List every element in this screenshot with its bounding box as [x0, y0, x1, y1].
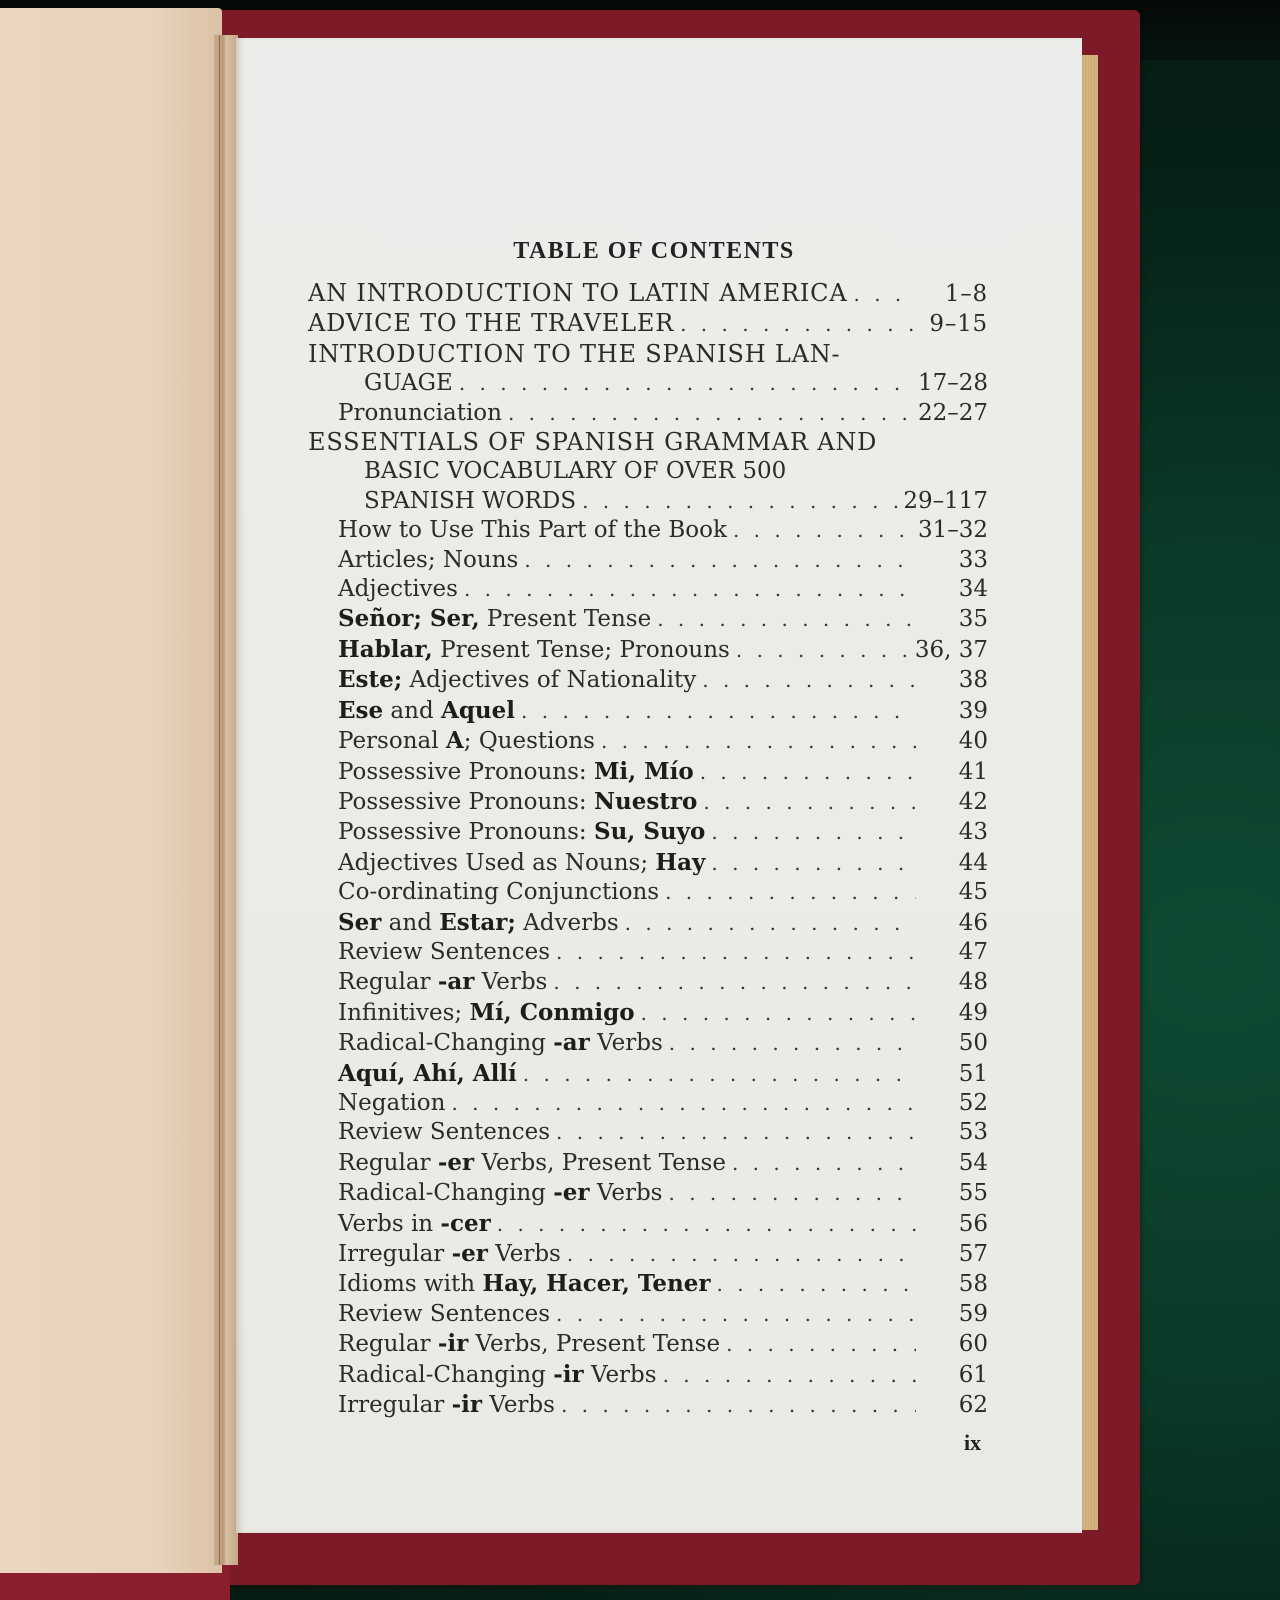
toc-entry-title	[308, 279, 847, 308]
toc-entry-bold-term: Señor; Ser,	[338, 605, 480, 633]
toc-entry-bold-term: Nuestro	[593, 787, 698, 815]
toc-entry-page: 40	[958, 728, 988, 755]
toc-entry	[308, 575, 988, 604]
dot-leader	[697, 788, 916, 817]
toc-entry	[308, 635, 988, 665]
toc-entry-bold-term: -cer	[440, 1209, 491, 1237]
toc-entry-page: 62	[958, 1392, 988, 1419]
toc-entry	[308, 817, 988, 847]
dot-leader	[847, 280, 916, 309]
toc-entry-bold-term: Estar;	[439, 908, 516, 936]
toc-entry	[308, 848, 988, 878]
toc-entry-text: Negation	[338, 1089, 446, 1116]
toc-entry-bold-term: Hay, Hacer, Tener	[482, 1270, 711, 1298]
toc-entry	[308, 1178, 988, 1208]
toc-entry	[308, 516, 988, 545]
toc-entry-page: 36, 37	[914, 636, 988, 663]
toc-entry-text: Adjectives Used as Nouns;	[338, 849, 656, 876]
toc-entry-text: Articles; Nouns	[338, 546, 519, 573]
toc-entry-title	[338, 878, 659, 907]
toc-entry	[308, 665, 988, 695]
toc-entry-text: Infinitives;	[338, 999, 470, 1026]
toc-entry	[308, 279, 988, 309]
dot-leader	[550, 1118, 916, 1147]
toc-entry-page: 31–32	[917, 517, 988, 544]
toc-entry-text: and	[381, 909, 440, 936]
dot-leader	[502, 399, 916, 428]
dot-leader	[547, 968, 916, 997]
toc-entry	[308, 757, 988, 787]
dot-leader	[518, 546, 916, 575]
toc-entry-bold-term: Aquel	[441, 696, 516, 724]
toc-entry-text: Co-ordinating Conjunctions	[338, 879, 660, 906]
toc-entry-page: 29–117	[903, 487, 988, 514]
dot-leader	[576, 487, 903, 516]
toc-entry-title	[308, 309, 674, 338]
toc-entry-text: Verbs	[589, 1180, 663, 1207]
toc-entry-text: Regular	[338, 969, 438, 996]
dot-leader	[694, 758, 916, 787]
toc-entry-text: Irregular	[338, 1392, 452, 1419]
table-of-contents	[308, 238, 988, 1420]
toc-entry-page: 17–28	[917, 370, 988, 397]
toc-entry-page: 48	[958, 969, 988, 996]
toc-entry-text: Possessive Pronouns:	[338, 758, 594, 785]
dot-leader	[517, 1060, 916, 1089]
toc-entry-title	[338, 516, 727, 545]
toc-entry	[308, 726, 988, 756]
toc-entry-page: 49	[958, 999, 988, 1026]
toc-entry-title	[364, 487, 576, 516]
toc-entry-bold-term: Su, Suyo	[593, 818, 706, 846]
toc-entry-title	[338, 1390, 555, 1420]
toc-entry-text: Possessive Pronouns:	[338, 788, 594, 815]
toc-entry-page: 61	[958, 1361, 988, 1388]
toc-entry-title	[338, 1239, 561, 1269]
toc-entry	[308, 1360, 988, 1390]
toc-entry-text: Review Sentences	[338, 1300, 551, 1327]
toc-entry-title	[338, 848, 705, 878]
toc-entry-title	[338, 1329, 720, 1359]
dot-leader	[663, 1029, 916, 1058]
toc-entry-text: Possessive Pronouns:	[338, 819, 594, 846]
toc-entry-title	[308, 428, 877, 457]
dot-leader	[730, 636, 915, 665]
toc-entry-title	[338, 1059, 517, 1089]
toc-entry-text: ; Questions	[463, 728, 595, 755]
toc-entry-bold-term: Mi, Mío	[593, 757, 694, 785]
toc-entry-text: Verbs, Present Tense	[468, 1331, 721, 1358]
toc-entry-title	[338, 938, 550, 967]
dot-leader	[662, 1179, 916, 1208]
dot-leader	[710, 1270, 916, 1299]
toc-entry-text: Adjectives of Nationality	[402, 667, 697, 694]
dot-leader	[659, 878, 916, 907]
toc-entry-bold-term: Ser	[338, 908, 382, 936]
toc-entry-text: Present Tense; Pronouns	[432, 636, 730, 663]
dot-leader	[550, 1300, 916, 1329]
left-page	[0, 8, 222, 1573]
toc-entry-text: Radical-Changing	[338, 1361, 554, 1388]
toc-entry-page: 51	[958, 1060, 988, 1087]
toc-entry-title	[338, 757, 694, 787]
toc-entry-text: Verbs	[474, 969, 548, 996]
toc-entry-title	[338, 1269, 710, 1299]
right-page	[236, 38, 1082, 1533]
toc-entry	[308, 878, 988, 907]
toc-entry-bold-term: Este;	[338, 666, 403, 694]
toc-entry-bold-term: Mí, Conmigo	[469, 998, 635, 1026]
dot-leader	[561, 1240, 916, 1269]
toc-entry-text: Verbs	[589, 1030, 663, 1057]
page-title: TABLE OF CONTENTS	[513, 238, 795, 264]
toc-entry-text: Verbs	[487, 1241, 561, 1267]
toc-entry-text: Idioms with	[338, 1271, 483, 1298]
dot-leader	[696, 666, 916, 695]
toc-entry-text: Irregular	[338, 1241, 452, 1267]
toc-entry	[308, 369, 988, 398]
toc-entry-page: 50	[958, 1030, 988, 1057]
toc-entry-title	[338, 817, 705, 847]
dot-leader	[727, 516, 916, 545]
toc-entry-bold-term: -ir	[451, 1391, 483, 1419]
toc-entry-page: 58	[958, 1271, 988, 1298]
toc-entry-title	[338, 908, 619, 938]
toc-entry-page: 34	[958, 576, 988, 603]
toc-entry	[308, 1148, 988, 1178]
toc-entry-bold-term: -ar	[553, 1029, 590, 1057]
toc-entry-page: 59	[958, 1300, 988, 1327]
toc-entry-title	[338, 1028, 663, 1058]
book-gutter	[214, 35, 238, 1565]
toc-entry-text: Review Sentences	[338, 1119, 551, 1146]
toc-entry-title	[338, 696, 515, 726]
dot-leader	[453, 369, 916, 398]
toc-entry	[308, 1028, 988, 1058]
toc-entry	[308, 938, 988, 967]
toc-entry-text: Verbs	[583, 1361, 657, 1388]
toc-entry	[308, 696, 988, 726]
toc-entry	[308, 487, 988, 516]
toc-entry-page: 47	[958, 938, 988, 965]
toc-entry-text: INTRODUCTION TO THE SPANISH LAN-	[308, 339, 841, 368]
toc-entry-text: Review Sentences	[338, 938, 551, 965]
toc-entry-text: AN INTRODUCTION TO LATIN AMERICA	[308, 279, 848, 307]
toc-entry-text: SPANISH WORDS	[364, 487, 577, 514]
toc-entry-title	[338, 1118, 550, 1147]
dot-leader	[445, 1089, 916, 1118]
toc-entry-text: ESSENTIALS OF SPANISH GRAMMAR AND	[308, 428, 878, 457]
toc-entry-title	[338, 665, 696, 695]
toc-entry-page: 54	[958, 1149, 988, 1176]
dot-leader	[705, 849, 916, 878]
toc-entry	[308, 340, 988, 369]
toc-entry-title	[338, 1360, 657, 1390]
toc-entry	[308, 967, 988, 997]
toc-entry-text: GUAGE	[364, 370, 453, 397]
toc-entry-title	[338, 1089, 445, 1118]
toc-entry-text: Radical-Changing	[338, 1180, 554, 1207]
toc-entry	[308, 998, 988, 1028]
toc-entry-bold-term: Ese	[338, 696, 384, 724]
toc-entry-text: Personal	[338, 728, 446, 755]
toc-entry-bold-term: -ir	[437, 1330, 469, 1358]
toc-entry-page: 45	[958, 879, 988, 906]
toc-entry-title	[338, 787, 697, 817]
dot-leader	[458, 575, 916, 604]
toc-entry-text: Pronunciation	[338, 399, 502, 426]
toc-entry	[308, 604, 988, 634]
toc-entry	[308, 428, 988, 457]
toc-entry-page: 39	[958, 697, 988, 724]
toc-entry-text: BASIC VOCABULARY OF OVER 500	[364, 458, 787, 485]
toc-entry-bold-term: -ir	[553, 1360, 584, 1388]
toc-entry-title	[338, 726, 595, 756]
dot-leader	[550, 938, 916, 967]
toc-entry-page: 41	[958, 758, 988, 785]
toc-entry-text: Present Tense	[479, 606, 652, 633]
toc-entry-title	[338, 575, 458, 604]
dot-leader	[515, 697, 916, 726]
toc-entry	[308, 1300, 988, 1329]
toc-entry-bold-term: -ar	[437, 968, 475, 996]
toc-entry	[308, 1089, 988, 1118]
toc-entry-text: Regular	[338, 1331, 438, 1358]
toc-entry-page: 1–8	[944, 281, 988, 307]
toc-entry-text: Adjectives	[338, 576, 458, 603]
toc-entry-title	[308, 340, 840, 369]
toc-entry	[308, 1209, 988, 1239]
gutter-crease	[219, 35, 220, 1565]
toc-entry-page: 57	[958, 1241, 988, 1267]
dot-leader	[555, 1391, 916, 1420]
toc-entry-page: 38	[958, 667, 988, 694]
toc-entry-title	[338, 1148, 726, 1178]
toc-entry-bold-term: A	[445, 727, 464, 755]
toc-entry-title	[338, 998, 635, 1028]
toc-entry	[308, 1239, 988, 1269]
toc-entry-page: 43	[958, 819, 988, 846]
toc-entry	[308, 908, 988, 938]
toc-entry-page: 33	[958, 546, 988, 573]
toc-entry-title	[338, 1300, 550, 1329]
toc-entry-title	[338, 967, 547, 997]
toc-entry	[308, 1118, 988, 1147]
toc-entry-bold-term: -er	[451, 1240, 488, 1267]
toc-entry-text: Verbs in	[338, 1210, 441, 1237]
toc-entry	[308, 457, 988, 486]
toc-entry-bold-term: Hay	[655, 848, 706, 876]
toc-entry-title	[338, 1209, 491, 1239]
toc-entry-page: 35	[958, 606, 988, 633]
toc-entry-text: How to Use This Part of the Book	[338, 517, 727, 544]
dot-leader	[635, 999, 916, 1028]
toc-entry-text: and	[383, 697, 441, 724]
toc-entry-title	[338, 546, 518, 575]
toc-entry-text: Verbs, Present Tense	[474, 1149, 726, 1176]
toc-entry-text: Radical-Changing	[338, 1030, 554, 1057]
toc-entry-page: 42	[958, 788, 988, 815]
dot-leader	[619, 909, 916, 938]
toc-entry-list	[308, 279, 988, 1420]
toc-entry-page: 60	[958, 1331, 988, 1358]
toc-entry-text: ADVICE TO THE TRAVELER	[308, 309, 675, 338]
dot-leader	[720, 1330, 916, 1359]
toc-entry-text: Verbs	[482, 1392, 555, 1419]
toc-entry-title	[338, 635, 730, 665]
toc-entry	[308, 546, 988, 575]
dot-leader	[595, 727, 916, 756]
toc-entry	[308, 1390, 988, 1420]
toc-entry-page: 52	[958, 1089, 988, 1116]
toc-entry	[308, 1059, 988, 1089]
toc-entry-page: 53	[958, 1119, 988, 1146]
toc-entry	[308, 1329, 988, 1359]
toc-entry	[308, 399, 988, 428]
toc-entry-title	[338, 399, 502, 428]
toc-entry-text: Adverbs	[515, 909, 619, 936]
toc-entry	[308, 309, 988, 339]
toc-entry-text: Regular	[338, 1149, 438, 1176]
toc-entry-bold-term: -er	[553, 1179, 590, 1207]
dot-leader	[651, 605, 916, 634]
toc-entry-page: 22–27	[917, 399, 988, 426]
toc-entry-page: 55	[958, 1180, 988, 1207]
toc-entry-page: 46	[958, 909, 988, 936]
dot-leader	[674, 310, 916, 339]
toc-entry-title	[338, 1178, 662, 1208]
dot-leader	[705, 818, 916, 847]
page-number: ix	[964, 1430, 982, 1455]
toc-entry-page: 44	[958, 849, 988, 876]
dot-leader	[491, 1210, 916, 1239]
toc-entry-bold-term: -er	[437, 1148, 475, 1176]
toc-entry	[308, 787, 988, 817]
dot-leader	[657, 1361, 916, 1390]
toc-entry-title	[338, 604, 651, 634]
toc-entry-page: 9–15	[929, 311, 988, 338]
toc-entry	[308, 1269, 988, 1299]
toc-entry-bold-term: Aquí, Ahí, Allí	[338, 1059, 517, 1087]
toc-entry-title	[364, 369, 453, 398]
toc-entry-bold-term: Hablar,	[338, 635, 433, 663]
toc-entry-page: 56	[958, 1210, 988, 1237]
dot-leader	[726, 1149, 916, 1178]
toc-entry-title	[364, 457, 786, 486]
